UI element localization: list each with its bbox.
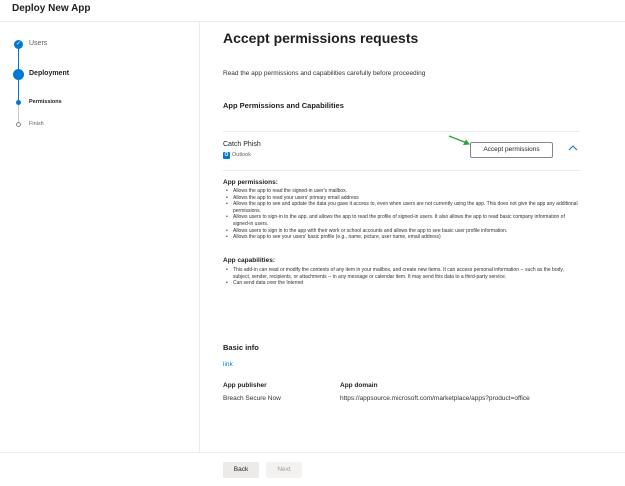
footer [0, 452, 625, 486]
current-step-dot [13, 69, 24, 80]
list-item: • Can send data over the Internet [226, 280, 581, 287]
wizard-steps-sidebar [0, 22, 200, 452]
list-item: • This add-in can read or modify the contents of any item in your mailbox, and create new items. It can access personal information -- such as the body, subject, sender, recipients, or attachments -- in any message or calendar item. It may send this data to a third-party service. [226, 267, 581, 280]
step-finish: Finish [29, 121, 44, 127]
basic-info-heading: Basic info [223, 343, 259, 352]
divider [223, 131, 580, 132]
app-publisher-label: App publisher [223, 382, 267, 389]
pending-step-dot [16, 122, 21, 127]
step-permissions[interactable]: Permissions [29, 99, 62, 105]
divider [223, 170, 580, 171]
app-publisher-value: Breach Secure Now [223, 395, 281, 402]
capabilities-heading: App capabilities: [223, 257, 276, 264]
step-connector [18, 80, 19, 100]
app-platform: Outlook [232, 152, 251, 158]
permissions-heading: App permissions: [223, 179, 278, 186]
next-button[interactable]: Next [266, 462, 302, 478]
list-item: • Allows the app to read the signed-in user's mailbox. [226, 188, 581, 195]
capabilities-list [226, 267, 581, 287]
app-domain-label: App domain [340, 382, 378, 389]
accept-permissions-button[interactable]: Accept permissions [470, 142, 553, 158]
list-item: • Allows the app to read your users' primary email address [226, 195, 581, 202]
basic-info-link[interactable]: link [223, 361, 233, 368]
page-header-title: Deploy New App [12, 3, 91, 14]
app-name: Catch Phish [223, 141, 261, 148]
app-domain-value: https://appsource.microsoft.com/marketplace/apps?product=office [340, 395, 530, 402]
permissions-list [226, 188, 581, 241]
step-deployment[interactable]: Deployment [29, 70, 70, 77]
page-subtitle: Read the app permissions and capabilities carefully before proceeding [223, 70, 426, 77]
current-substep-dot [16, 100, 21, 105]
page-title: Accept permissions requests [223, 30, 419, 46]
step-connector [18, 49, 19, 69]
check-icon: ✓ [15, 41, 22, 47]
step-users[interactable]: Users [29, 40, 48, 47]
arrow-annotation-icon [448, 134, 472, 148]
header [0, 0, 625, 22]
list-item: • Allows the app to see your users' basic profile (e.g., name, picture, user name, email address) [226, 234, 581, 241]
step-connector [18, 105, 19, 122]
section-heading: App Permissions and Capabilities [223, 101, 344, 110]
list-item: • Allows the app to see and update the data you gave it access to, even when users are not currently using the app. This does not give the app any additional permissions. [226, 201, 581, 214]
back-button[interactable]: Back [223, 462, 259, 478]
list-item: • Allows users to sign-in to the app, and allows the app to read the profile of signed-in users. It also allows the app to read basic company information of signed-in users. [226, 214, 581, 227]
chevron-up-icon[interactable] [568, 144, 578, 151]
outlook-icon: O [224, 152, 229, 158]
list-item: • Allows users to sign in to the app with their work or school accounts and allows the app to see basic user profile information. [226, 228, 581, 235]
